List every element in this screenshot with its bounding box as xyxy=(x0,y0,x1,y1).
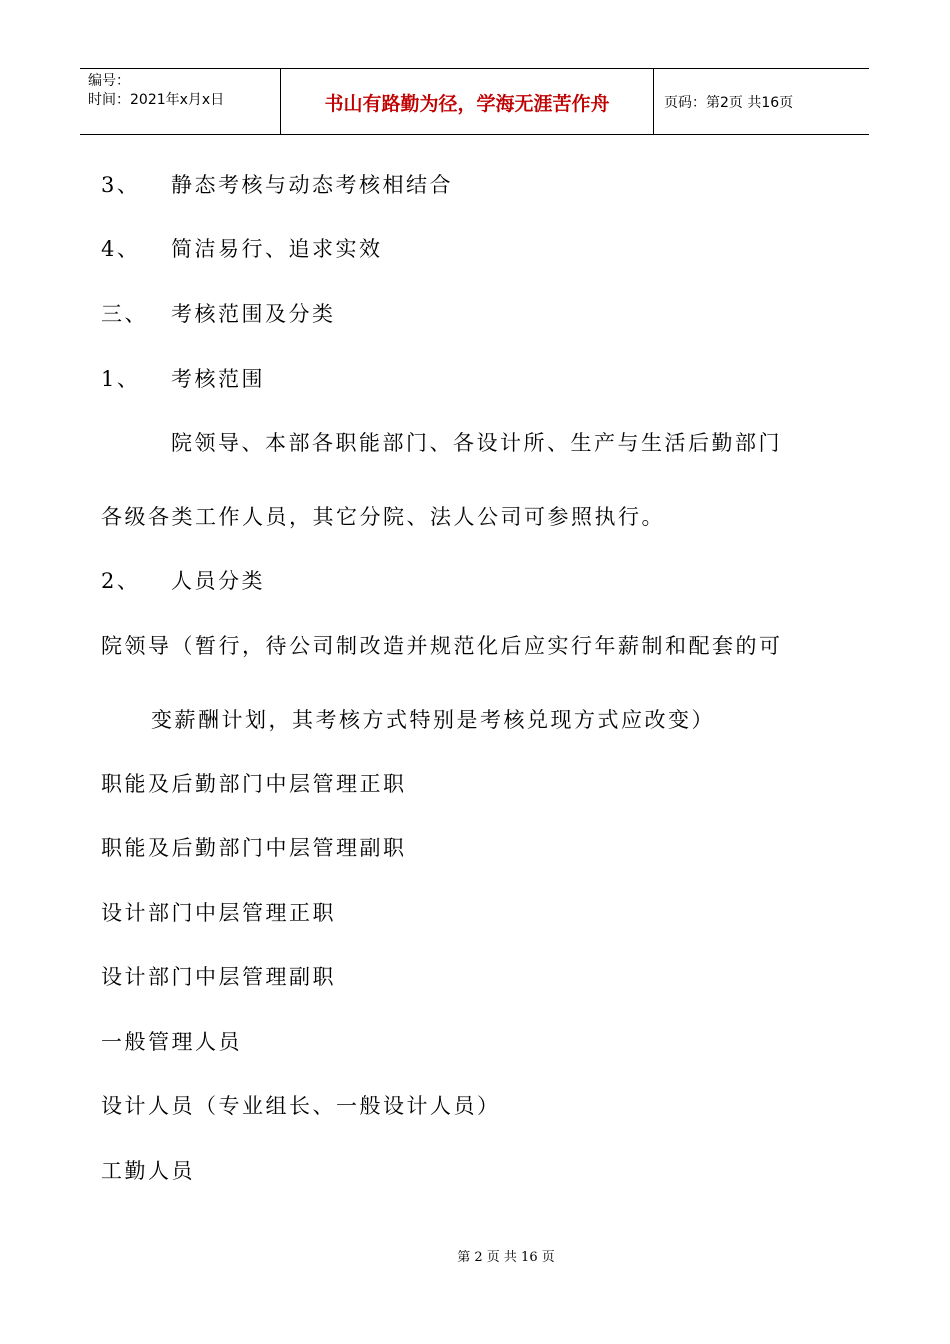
section-title: 考核范围及分类 xyxy=(171,302,336,326)
header-motto: 书山有路勤为径，学海无涯苦作舟 xyxy=(324,92,610,115)
category-item: 设计部门中层管理副职 xyxy=(101,965,336,989)
header-page-info: 页码：第2页 共16页 xyxy=(664,95,794,111)
footer-page-number: 第 2 页 共 16 页 xyxy=(457,1250,555,1265)
list-number: 3、 xyxy=(101,173,141,197)
header-page-cell xyxy=(654,69,869,135)
list-text: 简洁易行、追求实效 xyxy=(171,237,383,261)
document-number-label: 编号： xyxy=(88,73,130,89)
scope-paragraph-line-2: 各级各类工作人员，其它分院、法人公司可参照执行。 xyxy=(101,505,665,529)
category-item: 职能及后勤部门中层管理正职 xyxy=(101,772,407,796)
category-item: 工勤人员 xyxy=(101,1159,195,1183)
category-item: 设计人员（专业组长、一般设计人员） xyxy=(101,1094,501,1118)
page-header xyxy=(80,68,869,135)
document-date: 时间：2021年x月x日 xyxy=(88,92,225,108)
section-number: 三、 xyxy=(101,302,148,326)
list-text: 静态考核与动态考核相结合 xyxy=(171,173,453,197)
header-meta-cell xyxy=(80,69,280,135)
leader-category-line-2: 变薪酬计划，其考核方式特别是考核兑现方式应改变） xyxy=(151,708,715,732)
subsection-number: 1、 xyxy=(101,367,141,391)
category-item: 职能及后勤部门中层管理副职 xyxy=(101,836,407,860)
list-number: 4、 xyxy=(101,237,141,261)
subsection-title: 考核范围 xyxy=(171,367,265,391)
scope-paragraph-line-1: 院领导、本部各职能部门、各设计所、生产与生活后勤部门 xyxy=(171,431,782,455)
category-item: 设计部门中层管理正职 xyxy=(101,901,336,925)
category-item: 一般管理人员 xyxy=(101,1030,242,1054)
subsection-number: 2、 xyxy=(101,569,141,593)
subsection-title: 人员分类 xyxy=(171,569,265,593)
leader-category-line-1: 院领导（暂行，待公司制改造并规范化后应实行年薪制和配套的可 xyxy=(101,634,783,658)
header-motto-cell xyxy=(280,69,654,135)
page-footer xyxy=(0,1246,950,1265)
